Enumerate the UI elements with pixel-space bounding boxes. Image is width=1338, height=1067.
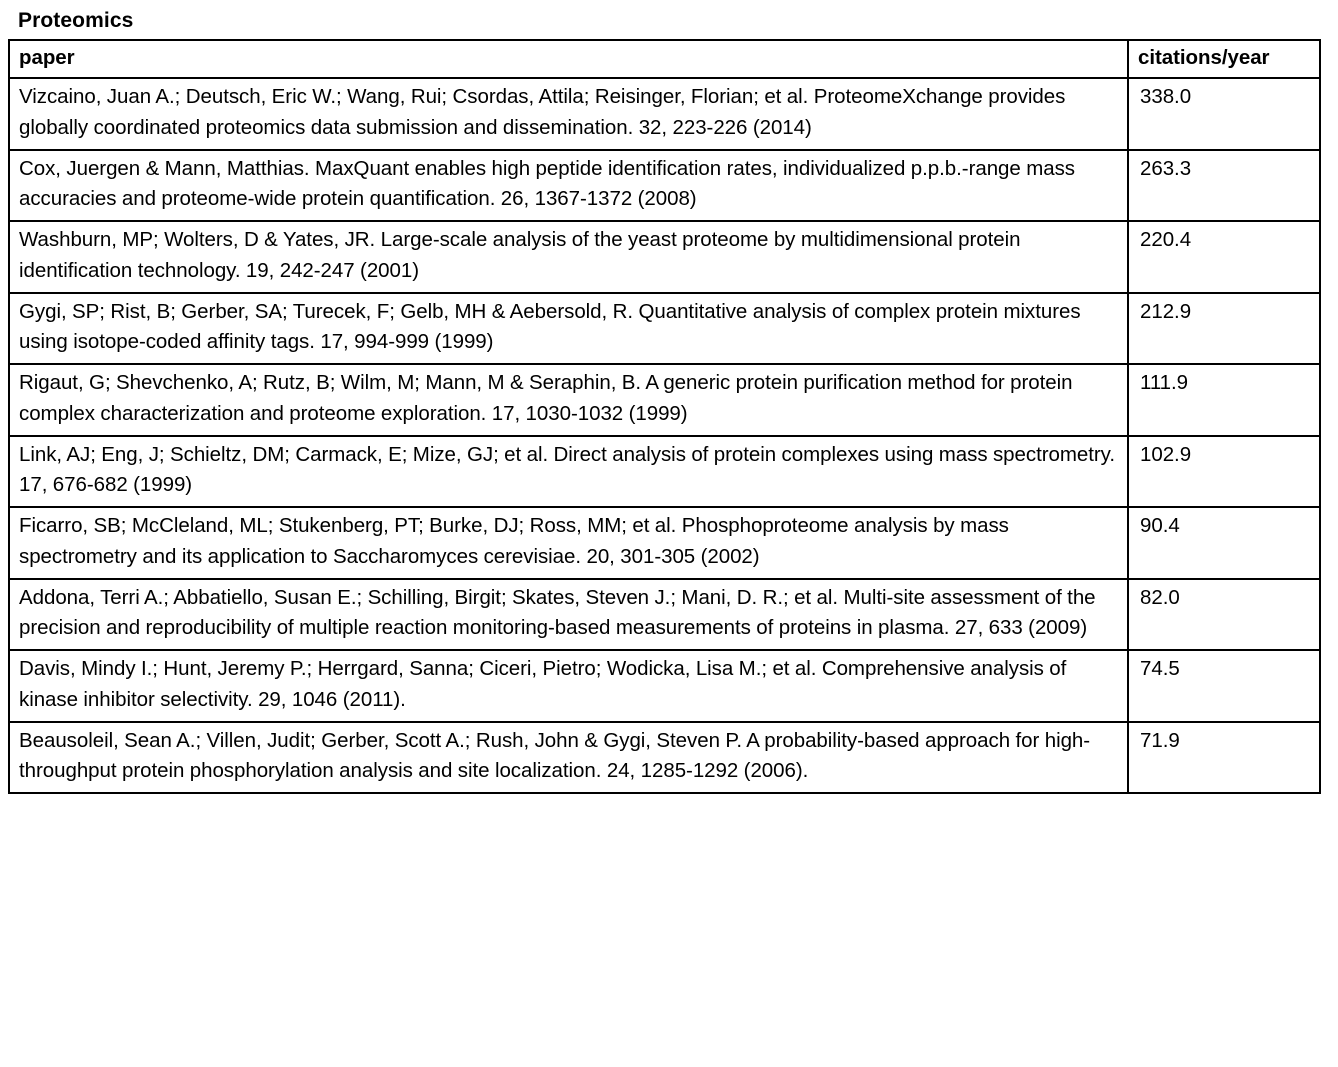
paper-cell: Ficarro, SB; McCleland, ML; Stukenberg, PT; Burke, DJ; Ross, MM; et al. Phosphoproteome analysis by mass spectrometry and its application to Saccharomyces cerevisiae. 20, 301-305 (2002) bbox=[9, 507, 1128, 579]
table-row bbox=[9, 722, 1320, 794]
paper-cell: Beausoleil, Sean A.; Villen, Judit; Gerber, Scott A.; Rush, John & Gygi, Steven P. A probability-based approach for high-throughput protein phosphorylation analysis and site localization. 24, 1285-1292 (2006). bbox=[9, 722, 1128, 794]
paper-cell: Link, AJ; Eng, J; Schieltz, DM; Carmack, E; Mize, GJ; et al. Direct analysis of protein complexes using mass spectrometry. 17, 676-682 (1999) bbox=[9, 436, 1128, 508]
citations-per-year-cell: 263.3 bbox=[1128, 150, 1320, 222]
paper-cell: Vizcaino, Juan A.; Deutsch, Eric W.; Wang, Rui; Csordas, Attila; Reisinger, Florian; et al. ProteomeXchange provides globally coordinated proteomics data submission and dissemination. 32, 223-226 (2014) bbox=[9, 78, 1128, 150]
table-header-row bbox=[9, 40, 1320, 78]
citations-per-year-cell: 212.9 bbox=[1128, 293, 1320, 365]
citations-per-year-cell: 102.9 bbox=[1128, 436, 1320, 508]
paper-cell: Rigaut, G; Shevchenko, A; Rutz, B; Wilm, M; Mann, M & Seraphin, B. A generic protein purification method for protein complex characterization and proteome exploration. 17, 1030-1032 (1999) bbox=[9, 364, 1128, 436]
paper-cell: Addona, Terri A.; Abbatiello, Susan E.; Schilling, Birgit; Skates, Steven J.; Mani, D. R.; et al. Multi-site assessment of the precision and reproducibility of multiple reaction monitoring-based measurements of proteins in plasma. 27, 633 (2009) bbox=[9, 579, 1128, 651]
column-header-paper: paper bbox=[9, 40, 1128, 78]
citations-per-year-cell: 74.5 bbox=[1128, 650, 1320, 722]
citations-per-year-cell: 71.9 bbox=[1128, 722, 1320, 794]
citations-per-year-cell: 90.4 bbox=[1128, 507, 1320, 579]
citations-per-year-cell: 338.0 bbox=[1128, 78, 1320, 150]
paper-cell: Gygi, SP; Rist, B; Gerber, SA; Turecek, F; Gelb, MH & Aebersold, R. Quantitative analysis of complex protein mixtures using isotope-coded affinity tags. 17, 994-999 (1999) bbox=[9, 293, 1128, 365]
table-row bbox=[9, 221, 1320, 293]
citations-per-year-cell: 111.9 bbox=[1128, 364, 1320, 436]
table-row bbox=[9, 579, 1320, 651]
page-title: Proteomics bbox=[18, 9, 134, 32]
paper-cell: Cox, Juergen & Mann, Matthias. MaxQuant enables high peptide identification rates, individualized p.p.b.-range mass accuracies and proteome-wide protein quantification. 26, 1367-1372 (2008) bbox=[9, 150, 1128, 222]
table-row bbox=[9, 78, 1320, 150]
table-row bbox=[9, 436, 1320, 508]
table-body bbox=[9, 78, 1320, 793]
column-header-citations-per-year: citations/year bbox=[1128, 40, 1320, 78]
table-row bbox=[9, 507, 1320, 579]
table-header bbox=[9, 40, 1320, 78]
table-row bbox=[9, 364, 1320, 436]
citations-per-year-cell: 82.0 bbox=[1128, 579, 1320, 651]
table-row bbox=[9, 150, 1320, 222]
paper-cell: Davis, Mindy I.; Hunt, Jeremy P.; Herrgard, Sanna; Ciceri, Pietro; Wodicka, Lisa M.; et al. Comprehensive analysis of kinase inhibitor selectivity. 29, 1046 (2011). bbox=[9, 650, 1128, 722]
paper-cell: Washburn, MP; Wolters, D & Yates, JR. Large-scale analysis of the yeast proteome by multidimensional protein identification technology. 19, 242-247 (2001) bbox=[9, 221, 1128, 293]
citations-per-year-cell: 220.4 bbox=[1128, 221, 1320, 293]
table-row bbox=[9, 293, 1320, 365]
table-row bbox=[9, 650, 1320, 722]
citations-table bbox=[8, 39, 1321, 794]
